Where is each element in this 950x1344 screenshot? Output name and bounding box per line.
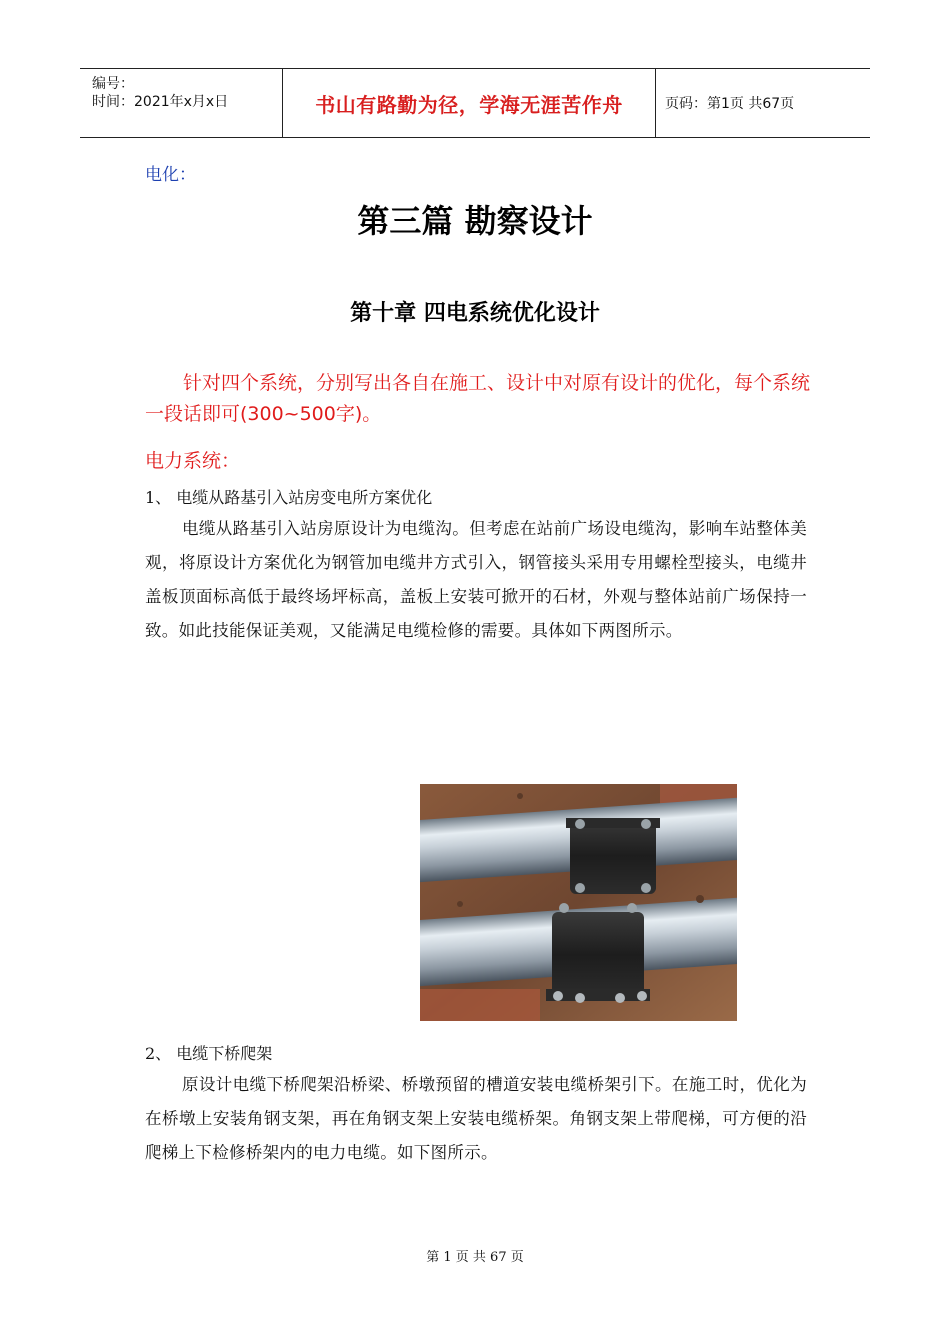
item-1-heading: 1、 电缆从路基引入站房变电所方案优化 <box>145 488 433 507</box>
part-title: 第三篇 勘察设计 <box>357 202 593 240</box>
item-2-heading: 2、 电缆下桥爬架 <box>145 1044 273 1063</box>
page-footer: 第 1 页 共 67 页 <box>426 1250 524 1265</box>
power-system-heading: 电力系统： <box>145 450 241 472</box>
item-2-body: 原设计电缆下桥爬架沿桥梁、桥墩预留的槽道安装电缆桥架引下。在施工时，优化为在桥墩上安装角钢支架，再在角钢支架上安装电缆桥架。角钢支架上带爬梯，可方便的沿爬梯上下检修桥架内的电力电缆。如下图所示。 <box>145 1075 807 1162</box>
instruction-paragraph: 针对四个系统，分别写出各自在施工、设计中对原有设计的优化，每个系统一段话即可(300~500字)。 <box>145 372 811 425</box>
header-meta-cell <box>80 69 282 137</box>
header-number-label: 编号： <box>92 76 134 92</box>
item-1-body: 电缆从路基引入站房原设计为电缆沟。但考虑在站前广场设电缆沟，影响车站整体美观，将原设计方案优化为钢管加电缆井方式引入，钢管接头采用专用螺栓型接头，电缆井盖板顶面标高低于最终场坪标高，盖板上安装可掀开的石材，外观与整体站前广场保持一致。如此技能保证美观，又能满足电缆检修的需要。具体如下两图所示。 <box>145 519 807 640</box>
steel-pipe-coupling-photo <box>420 784 737 1021</box>
header-time-label: 时间：2021年x月x日 <box>92 94 229 110</box>
header-motto: 书山有路勤为径，学海无涯苦作舟 <box>315 92 623 117</box>
chapter-title: 第十章 四电系统优化设计 <box>350 301 600 326</box>
header-motto-cell <box>282 69 656 137</box>
page-header-table <box>80 68 870 138</box>
section-label: 电化： <box>145 165 196 185</box>
header-page-info: 页码：第1页 共67页 <box>665 96 795 112</box>
